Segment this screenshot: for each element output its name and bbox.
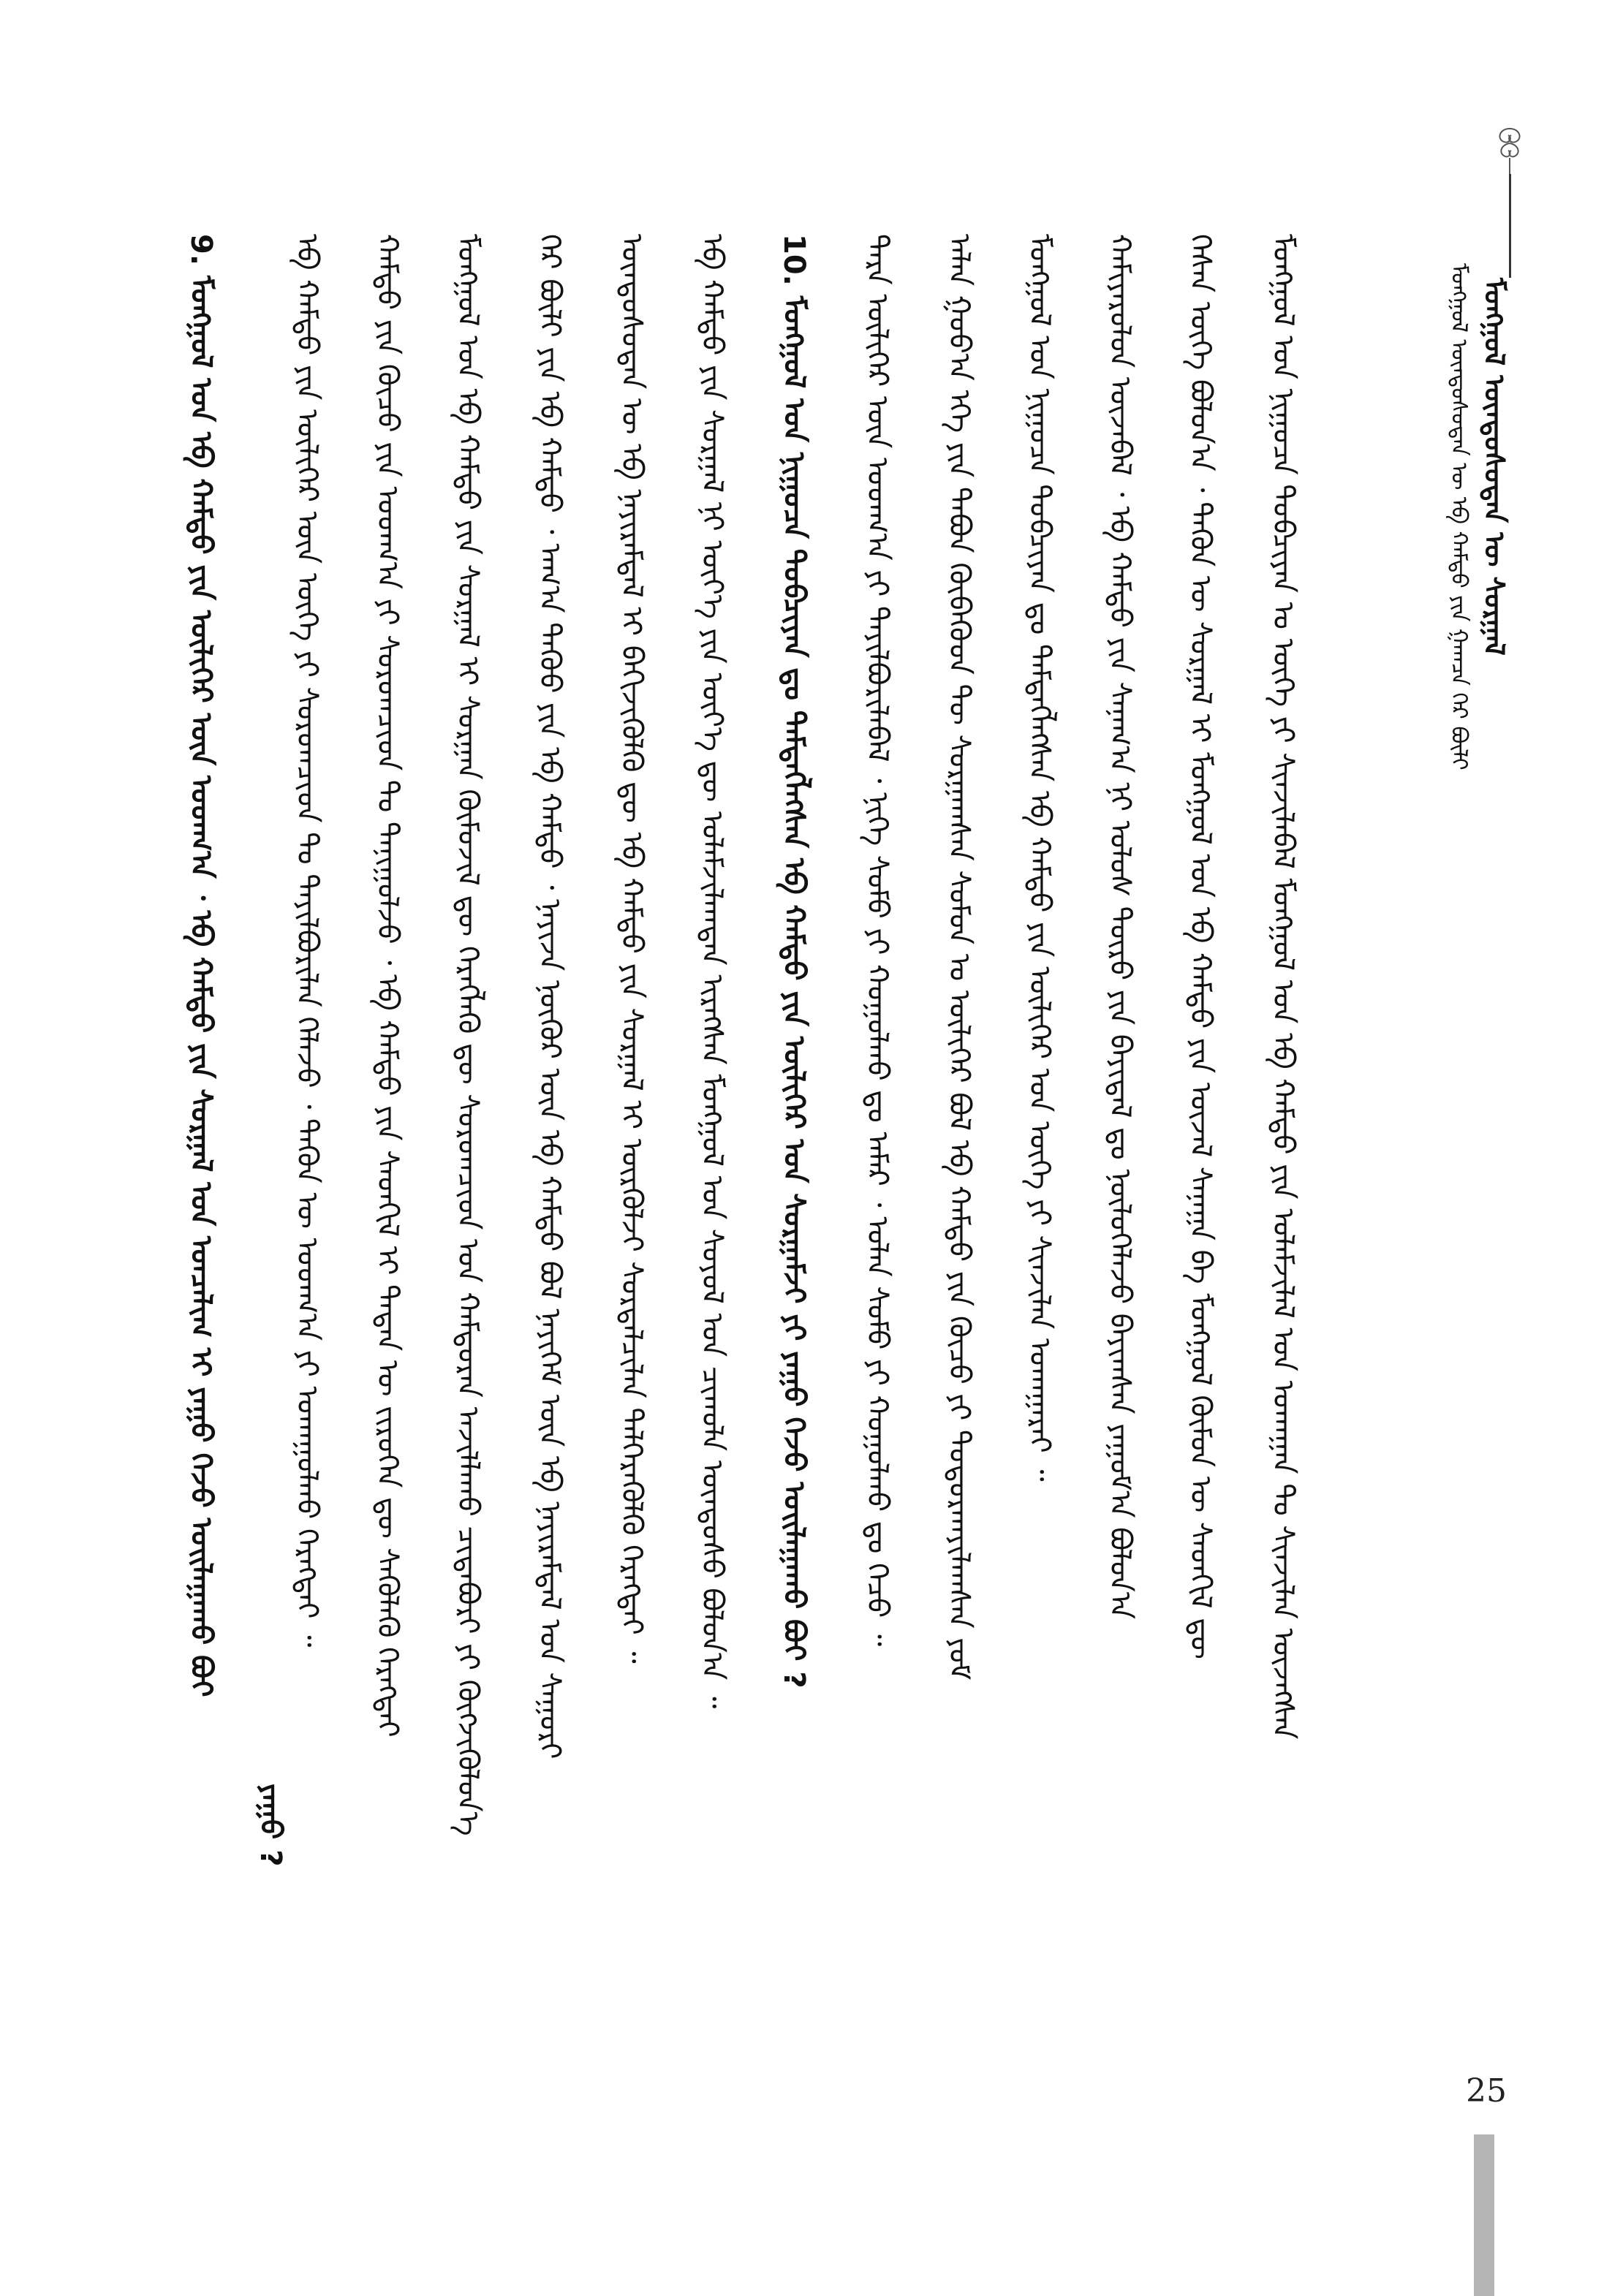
text-column: ᠬᠠᠮᠲᠤ ᠶᠢᠨ ᠬᠦᠴᠦ ᠶᠢᠨ ᠤᠳᠬ᠎ᠠ ᠶᠢ ᠰᠤᠷᠤᠭᠴᠢᠳ ᠲᠤ ᠲᠠᠨᠢᠭᠤᠯᠵᠤ ᠂ ᠡᠪ ᠬᠠᠮᠲᠤ ᠶᠢᠨ ᠰᠡᠳᠬᠢᠯ ᠢ ᠲᠡᠳᠡᠨ ᠦ ᠵᠢᠷᠦᠬᠡᠨ ᠳᠦ ᠰᠡᠭᠦᠯᠡᠬᠦ ᠬᠡᠷᠡᠭᠲᠡᠶ	[371, 234, 404, 1738]
page-number: 25	[1466, 2072, 1507, 2110]
text-column: ᠡᠪ ᠬᠠᠮᠲᠤ ᠶᠢᠨ ᠦᠯᠢᠭᠡᠷ ᠦᠨ ᠦᠭᠡ ᠶᠢ ᠰᠤᠷᠤᠭᠴᠢᠳ ᠲᠤ ᠲᠠᠶᠢᠯᠪᠤᠷᠢᠯᠠᠨ ᠬᠡᠯᠡᠵᠦ ᠂ ᠲᠡᠭᠦᠨ ᠦ ᠤᠳᠬ᠎ᠠ ᠶᠢ ᠤᠬᠠᠭᠤᠯᠬᠤ ᠬᠡᠷᠡᠭᠲᠡᠶ ᠃	[290, 234, 324, 1648]
side-tab	[1474, 2134, 1494, 2296]
text-column: ᠮᠣᠩᠭᠣᠯ ᠤᠨ ᠡᠪ ᠬᠠᠮᠲᠤ ᠶᠢᠨ ᠰᠤᠷᠭᠠᠯ ᠢ ᠰᠤᠷᠭᠠᠨ ᠬᠦᠮᠦᠵᠢᠯ ᠳᠦ ᠬᠡᠷᠡᠭᠯᠡᠬᠦ ᠳᠦ ᠰᠤᠷᠤᠭᠴᠢᠳ ᠤᠨ ᠬᠠᠮᠲᠤᠷᠠᠨ ᠠᠵᠢᠯᠯᠠᠬᠤ ᠴᠢᠳᠠᠪᠤᠷᠢ ᠶᠢ ᠬᠥᠭᠵᠢᠭᠦᠯᠦᠨ᠎ᠡ	[451, 234, 485, 1836]
question-10: 10. ᠮᠣᠩᠭᠣᠯ ᠤᠨ ᠨᠢᠭᠤᠴᠠ ᠲᠣᠪᠴᠢᠶᠠᠨ ᠳᠤ ᠲᠡᠮᠳᠡᠭᠯᠡᠭᠰᠡᠨ ᠡᠪ ᠬᠠᠮᠲᠤ ᠶᠢᠨ ᠦᠯᠢᠭᠡᠷ ᠤᠨ ᠰᠤᠷᠭᠠᠮᠵᠢ ᠶᠢ ᠶᠠᠭᠤ ᠭᠡᠵᠦ ᠣᠢᠯᠠᠭᠠᠬᠤ ᠪᠤᠢ ?	[777, 234, 811, 1689]
text-column: ᠭᠡᠰᠡᠨ ᠦᠭᠡ ᠪᠣᠯᠤᠨ᠎ᠠ ᠂ ᠲᠡᠭᠦᠨ ᠦ ᠰᠤᠷᠭᠠᠯ ᠢ ᠮᠣᠩᠭᠣᠯ ᠤᠨ ᠡᠪ ᠬᠠᠮᠲᠤ ᠶᠢᠨ ᠦᠵᠡᠯ ᠰᠠᠨᠠᠭᠠ ᠪᠠ ᠮᠣᠩᠭᠣᠯ ᠬᠦᠮᠦᠨ ᠦ ᠰᠡᠳᠬᠢᠯ ᠳᠦ	[1184, 234, 1217, 1659]
text-column: ᠭᠡᠷ ᠪᠦᠯᠢ ᠶᠢᠨ ᠡᠪ ᠬᠠᠮᠲᠤ ᠂ ᠠᠬ᠎ᠠ ᠳᠡᠭᠦᠦ ᠶᠢᠨ ᠡᠪ ᠬᠠᠮᠲᠤ ᠂ ᠨᠠᠶᠢᠵᠠ ᠨᠥᠬᠦᠷ ᠦᠨ ᠡᠪ ᠬᠠᠮᠲᠤ ᠪᠣᠯ ᠨᠡᠶᠢᠭᠡᠮ ᠦᠨ ᠡᠪ ᠨᠠᠶᠢᠷᠠᠮᠳᠠᠯ ᠤᠨ ᠰᠠᠭᠤᠷᠢ	[533, 234, 567, 1759]
text-column: ᠮᠣᠩᠭᠣᠯ ᠤᠨ ᠨᠢᠭᠤᠴᠠ ᠲᠣᠪᠴᠢᠶᠠᠨ ᠳᠤ ᠲᠡᠮᠳᠡᠭᠯᠡᠭᠰᠡᠨ ᠡᠪ ᠬᠠᠮᠲᠤ ᠶᠢᠨ ᠦᠯᠢᠭᠡᠷ ᠤᠨ ᠦᠭᠡ ᠶᠢ ᠰᠢᠨᠵᠢᠯᠡᠨ ᠤᠬᠠᠭᠠᠷᠠᠶ ᠃	[1023, 234, 1056, 1482]
text-column: ᠠᠯᠠᠨ ᠭᠣᠤ᠎ᠠ ᠡᠬᠡ ᠶᠢᠨ ᠲᠠᠪᠤᠨ ᠬᠦᠪᠡᠭᠦᠳ ᠲᠦ ᠰᠤᠷᠭᠠᠭᠰᠠᠨ ᠰᠤᠮᠤᠨ ᠤ ᠦᠯᠢᠭᠡᠷ ᠪᠣᠯ ᠡᠪ ᠬᠠᠮᠲᠤ ᠶᠢᠨ ᠬᠦᠴᠦ ᠶᠢ ᠲᠣᠳᠣᠷᠬᠠᠶᠢᠯᠠᠭᠰᠠᠨ ᠶᠤᠮ	[942, 234, 976, 1681]
text-column: ᠬᠠᠮᠢᠶᠠᠷᠤᠯᠤᠨ ᠦᠵᠡᠪᠡᠯ ᠂ ᠡᠪ ᠬᠠᠮᠲᠤ ᠶᠢᠨ ᠰᠠᠨᠠᠭ᠎ᠠ ᠨᠢ ᠤᠯᠤᠰ ᠲᠦᠷᠦ ᠶᠢᠨ ᠪᠠᠶᠢᠳᠠᠯ ᠳᠤ ᠨᠥᠯᠥᠭᠡᠯᠡᠵᠦ ᠪᠠᠶᠢᠭᠰᠠᠨ ᠶᠠᠭᠤᠮ᠎ᠠ ᠪᠣᠯᠤᠨ᠎ᠠ	[1103, 234, 1137, 1620]
question-end: ᠶᠠᠭᠤ ?	[254, 1784, 287, 1867]
text-column: ᠲᠡᠷᠡ ᠦᠯᠢᠭᠡᠷ ᠦᠨ ᠤᠳᠬ᠎ᠠ ᠶᠢ ᠲᠠᠶᠢᠯᠪᠤᠷᠢᠯᠠᠪᠠᠯ ᠂ ᠨᠢᠭᠡ ᠰᠤᠮᠤ ᠶᠢ ᠬᠤᠭᠤᠯᠬᠤ ᠳᠤ ᠠᠮᠠᠷ ᠂ ᠣᠯᠠᠨ ᠰᠤᠮᠤ ᠶᠢ ᠬᠤᠭᠤᠯᠬᠤ ᠳᠤ ᠬᠡᠴᠦ ᠃	[860, 234, 894, 1647]
header-rule	[1509, 174, 1511, 278]
text-column: ᠦᠨᠳᠦᠰᠦᠲᠡᠨ ᠦ ᠡᠪ ᠨᠠᠶᠢᠷᠠᠮᠳᠠᠯ ᠢ ᠪᠡᠬᠢᠵᠢᠭᠦᠯᠬᠦ ᠳᠦ ᠡᠪ ᠬᠠᠮᠲᠤ ᠶᠢᠨ ᠰᠤᠷᠭᠠᠯ ᠢ ᠦᠷᠭᠦᠯᠵᠢ ᠰᠤᠷᠲᠠᠯᠴᠢᠯᠠᠨ ᠳᠡᠯᠭᠡᠷᠡᠭᠦᠯᠬᠦ ᠬᠡᠷᠡᠭᠲᠡᠶ ᠃	[615, 234, 648, 1664]
question-9: 9. ᠮᠣᠩᠭᠣᠯ ᠤᠨ ᠡᠪ ᠬᠠᠮᠲᠤ ᠶᠢᠨ ᠦᠯᠢᠭᠡᠷ ᠦᠨ ᠤᠳᠬ᠎ᠠ ᠂ ᠡᠪ ᠬᠠᠮᠲᠤ ᠶᠢᠨ ᠰᠤᠷᠭᠠᠯ ᠤᠨ ᠣᠨᠴᠠᠯᠢᠭ ᠢ ᠶᠠᠭᠤ ᠭᠡᠵᠦ ᠣᠢᠯᠠᠭᠠᠬᠤ ᠪᠤᠢ	[184, 234, 218, 1697]
header-title: ᠮᠣᠩᠭᠣᠯ ᠦᠨᠳᠦᠰᠦᠲᠡᠨ ᠦ ᠰᠤᠷᠭᠠᠯ	[1478, 278, 1510, 656]
decorative-ornament-icon	[1488, 124, 1532, 175]
text-column: ᠡᠪ ᠬᠠᠮᠲᠤ ᠶᠢᠨ ᠰᠤᠷᠭᠠᠯ ᠨᠢ ᠦᠶ᠎ᠡ ᠶᠢᠨ ᠦᠶ᠎ᠡ ᠳᠦ ᠤᠯᠠᠮᠵᠢᠯᠠᠭᠳᠠᠨ ᠢᠷᠡᠭᠰᠡᠨ ᠮᠣᠩᠭᠣᠯ ᠤᠨ ᠰᠣᠶᠣᠯ ᠤᠨ ᠴᠢᠬᠤᠯᠠ ᠦᠨᠳᠦᠰᠦ ᠪᠣᠯᠤᠨ᠎ᠠ ᠃	[695, 234, 729, 1709]
text-column: ᠮᠣᠩᠭᠣᠯ ᠤᠨ ᠨᠢᠭᠤᠴᠠ ᠲᠣᠪᠴᠢᠶᠠᠨ ᠤ ᠦᠭᠡ ᠶᠢ ᠰᠢᠨᠵᠢᠯᠡᠪᠡᠯ ᠮᠣᠩᠭᠣᠯ ᠤᠨ ᠡᠪ ᠬᠠᠮᠲᠤ ᠶᠢᠨ ᠤᠯᠠᠮᠵᠢᠯᠠᠯ ᠤᠨ ᠤᠬᠠᠭᠠᠨ ᠲᠤ ᠰᠢᠨᠵᠢᠯᠡᠨ ᠦᠵᠡᠭᠰᠡᠨ	[1266, 234, 1300, 1740]
header-subtitle: ᠮᠣᠩᠭᠣᠯ ᠦᠨᠳᠦᠰᠦᠲᠡᠨ ᠦ ᠡᠪ ᠬᠠᠮᠲᠤ ᠶᠢᠨ ᠭᠠᠭᠴᠠ ᠭᠡᠷ ᠪᠦᠯᠢ	[1446, 263, 1472, 770]
